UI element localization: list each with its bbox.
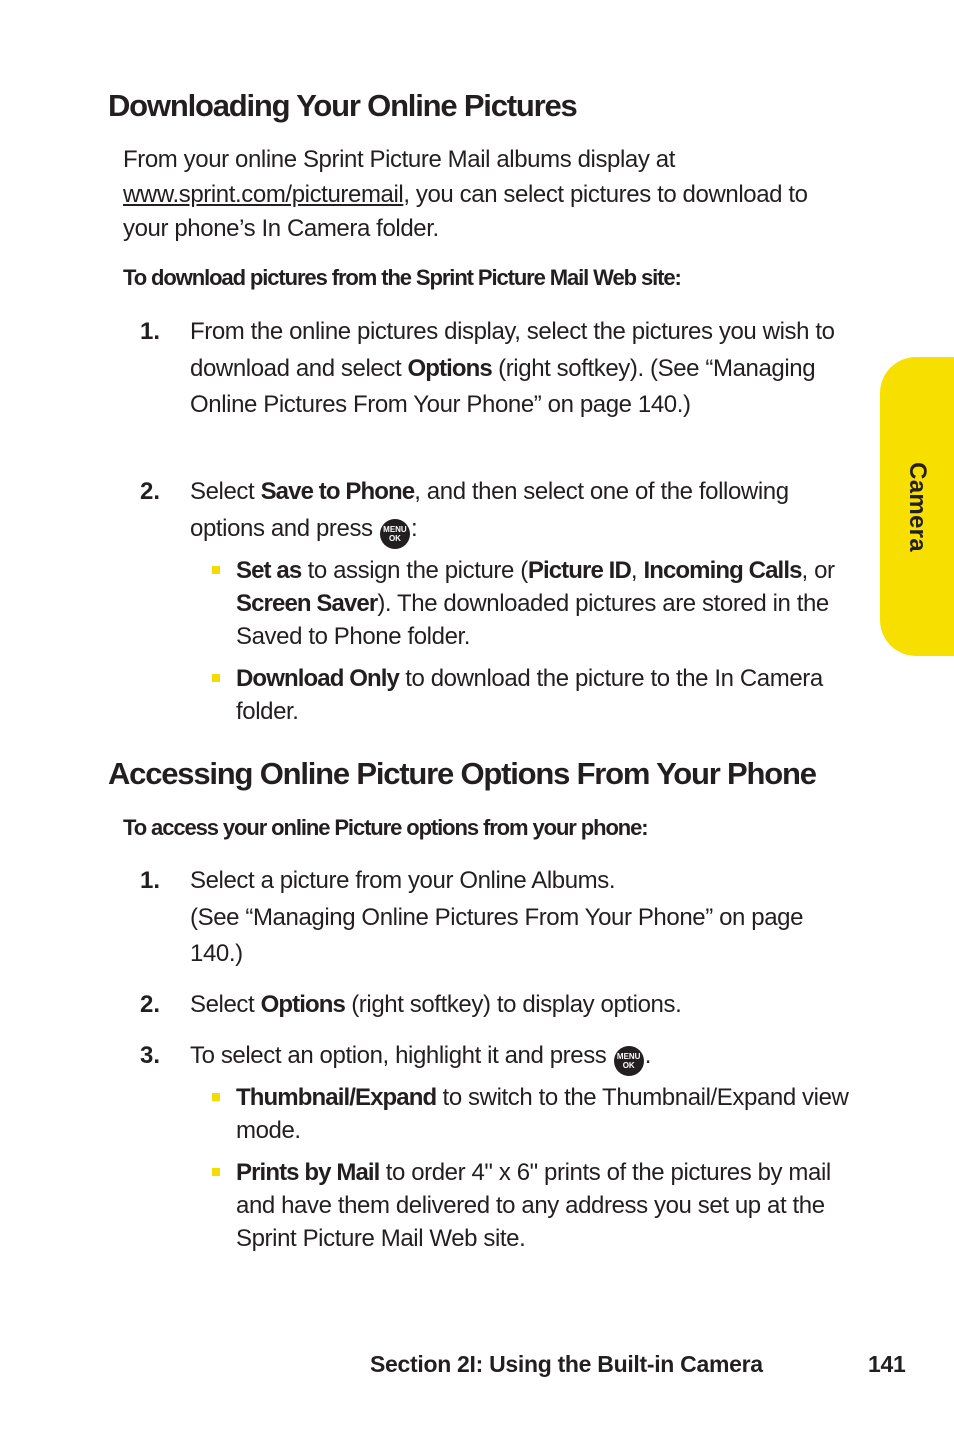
- step-text: Select a picture from your Online Albums. (See “Managing Online Pictures From Your Phone” on page 140.): [190, 867, 804, 967]
- bullet-text: Thumbnail/Expand to switch to the Thumbnail/Expand view mode.: [236, 1084, 849, 1144]
- bullet-square-icon: [212, 1093, 220, 1101]
- option-prints-by-mail: [212, 1156, 862, 1255]
- bullet-square-icon: [212, 674, 220, 682]
- bullet-text: Download Only to download the picture to the In Camera folder.: [236, 665, 823, 725]
- step-number: 3.: [140, 1042, 161, 1069]
- step-text: To select an option, highlight it and press MENU OK .: [190, 1038, 860, 1076]
- picturemail-link[interactable]: www.sprint.com/picturemail: [123, 180, 404, 208]
- option-set-as: [212, 554, 862, 653]
- footer-section-title: Section 2I: Using the Built-in Camera: [370, 1351, 763, 1377]
- intro-paragraph: From your online Sprint Picture Mail albums display at www.sprint.com/picturemail, you can select pictures to download to your phone’s In Camera folder.: [123, 146, 808, 242]
- step-number: 1.: [140, 867, 161, 894]
- step-text: Select Save to Phone, and then select one of the following options and press MENU OK :: [190, 474, 860, 549]
- camera-section-tab: [880, 357, 954, 656]
- step-number: 2.: [140, 478, 161, 505]
- section-heading-downloading: Downloading Your Online Pictures: [108, 88, 577, 123]
- option-thumbnail-expand: [212, 1081, 862, 1147]
- step-number: 2.: [140, 991, 161, 1018]
- bullet-square-icon: [212, 1168, 220, 1176]
- section-heading-accessing: Accessing Online Picture Options From Your Phone: [108, 756, 816, 791]
- step-number: 1.: [140, 318, 161, 345]
- menu-ok-key-icon: MENU OK: [380, 519, 410, 549]
- bullet-text: Prints by Mail to order 4" x 6" prints of the pictures by mail and have them delivered to any address you set up at the Sprint Picture Mail Web site.: [236, 1159, 831, 1252]
- access-instructions-subheading: To access your online Picture options from your phone:: [123, 815, 648, 840]
- download-step-1: [140, 314, 860, 424]
- page-number: 141: [868, 1351, 906, 1377]
- step-text: Select Options (right softkey) to display options.: [190, 991, 682, 1018]
- step-text: From the online pictures display, select the pictures you wish to download and select Options (right softkey). (See “Managing Online Pictures From Your Phone” on page 140.): [190, 318, 835, 418]
- download-step-2: [140, 474, 860, 549]
- download-instructions-subheading: To download pictures from the Sprint Picture Mail Web site:: [123, 265, 681, 290]
- access-step-3: [140, 1038, 860, 1076]
- bullet-text: Set as to assign the picture (Picture ID, Incoming Calls, or Screen Saver). The downloaded pictures are stored in the Saved to Phone folder.: [236, 557, 835, 650]
- section-tab-label: Camera: [904, 461, 931, 552]
- menu-ok-key-icon: MENU OK: [614, 1046, 644, 1076]
- option-download-only: [212, 662, 862, 728]
- access-step-2: [140, 987, 860, 1024]
- bullet-square-icon: [212, 566, 220, 574]
- access-step-1: [140, 863, 860, 973]
